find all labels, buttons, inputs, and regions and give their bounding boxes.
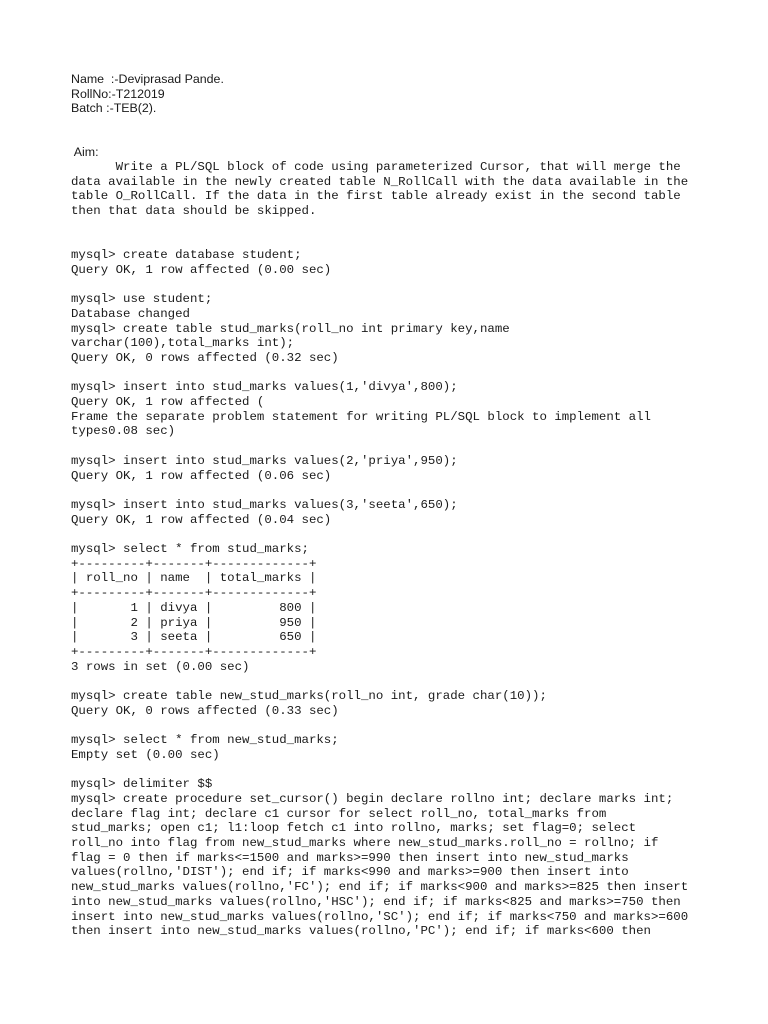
session-line: mysql> insert into stud_marks values(2,'priya',950);: [71, 453, 458, 468]
session-line: [71, 763, 731, 778]
aim-section: [71, 145, 731, 219]
session-line: Empty set (0.00 sec): [71, 747, 220, 762]
document-page: [71, 72, 731, 939]
session-line: new_stud_marks values(rollno,'FC'); end if; if marks<900 and marks>=825 then insert: [71, 880, 689, 895]
session-line: insert into new_stud_marks values(rollno,'SC'); end if; if marks<750 and marks>=600: [71, 909, 689, 924]
aim-line: Write a PL/SQL block of code using parameterized Cursor, that will merge the: [71, 159, 681, 174]
session-line: | roll_no | name | total_marks |: [71, 571, 317, 586]
session-line: Query OK, 1 row affected (0.00 sec): [71, 262, 332, 277]
session-line: [71, 439, 731, 454]
session-line: Query OK, 1 row affected (0.06 sec): [71, 468, 332, 483]
session-line: roll_no into flag from new_stud_marks where new_stud_marks.roll_no = rollno; if: [71, 836, 659, 850]
session-line: mysql> insert into stud_marks values(3,'seeta',650);: [71, 497, 458, 512]
session-line: mysql> create database student;: [71, 248, 302, 262]
session-line: declare flag int; declare c1 cursor for select roll_no, total_marks from: [71, 806, 607, 821]
session-line: mysql> create procedure set_cursor() begin declare rollno int; declare marks int;: [71, 791, 674, 806]
session-line: [71, 527, 731, 542]
session-line: mysql> select * from stud_marks;: [71, 541, 309, 556]
session-line: [71, 718, 731, 733]
roll-number: RollNo:-T212019: [71, 86, 165, 101]
student-name: Name :-Deviprasad Pande.: [71, 72, 224, 86]
session-line: Query OK, 0 rows affected (0.32 sec): [71, 350, 339, 365]
aim-line: table O_RollCall. If the data in the first table already exist in the second table: [71, 189, 681, 204]
session-line: +---------+-------+-------------+: [71, 586, 317, 601]
session-line: then insert into new_stud_marks values(rollno,'PC'); end if; if marks<600 then: [71, 924, 651, 939]
session-line: mysql> use student;: [71, 292, 213, 307]
session-line: Query OK, 1 row affected (0.04 sec): [71, 512, 332, 527]
session-line: [71, 674, 731, 689]
student-header: [71, 72, 731, 116]
aim-line: then that data should be skipped.: [71, 203, 317, 218]
session-line: [71, 366, 731, 381]
session-line: varchar(100),total_marks int);: [71, 336, 295, 351]
session-line: [71, 233, 731, 248]
aim-line: data available in the newly created table N_RollCall with the data available in the: [71, 174, 689, 189]
session-line: values(rollno,'DIST'); end if; if marks<990 and marks>=900 then insert into: [71, 865, 629, 880]
session-line: mysql> create table stud_marks(roll_no int primary key,name: [71, 321, 510, 336]
session-line: Query OK, 0 rows affected (0.33 sec): [71, 703, 339, 718]
session-line: flag = 0 then if marks<=1500 and marks>=990 then insert into new_stud_marks: [71, 850, 629, 865]
batch: Batch :-TEB(2).: [71, 101, 157, 116]
mysql-session: [71, 219, 731, 939]
session-line: mysql> delimiter $$: [71, 777, 213, 792]
session-line: | 1 | divya | 800 |: [71, 600, 317, 615]
aim-title: Aim:: [71, 145, 99, 160]
session-line: mysql> insert into stud_marks values(1,'divya',800);: [71, 380, 458, 395]
session-line: mysql> create table new_stud_marks(roll_no int, grade char(10));: [71, 689, 547, 703]
session-line: Query OK, 1 row affected (: [71, 395, 265, 409]
session-line: | 2 | priya | 950 |: [71, 615, 317, 630]
session-line: 3 rows in set (0.00 sec): [71, 659, 250, 674]
session-line: +---------+-------+-------------+: [71, 644, 317, 659]
session-line: | 3 | seeta | 650 |: [71, 630, 317, 645]
session-line: into new_stud_marks values(rollno,'HSC'); end if; if marks<825 and marks>=750 then: [71, 894, 681, 909]
session-line: [71, 483, 731, 498]
session-line: [71, 219, 731, 234]
session-line: types0.08 sec): [71, 424, 176, 439]
session-line: mysql> select * from new_stud_marks;: [71, 733, 339, 748]
session-line: +---------+-------+-------------+: [71, 556, 317, 571]
session-line: Database changed: [71, 306, 190, 321]
session-line: stud_marks; open c1; l1:loop fetch c1 into rollno, marks; set flag=0; select: [71, 821, 637, 836]
session-line: [71, 277, 731, 292]
session-line: Frame the separate problem statement for writing PL/SQL block to implement all: [71, 409, 651, 424]
